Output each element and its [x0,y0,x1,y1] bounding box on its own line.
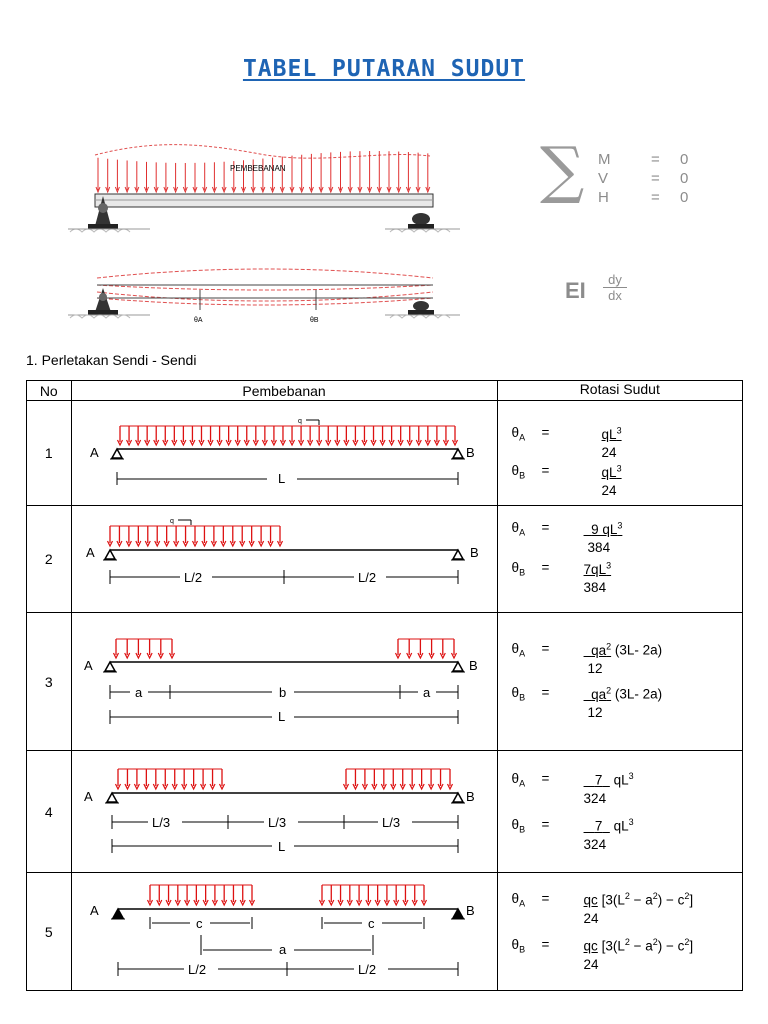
svg-text:L/2: L/2 [357,570,376,585]
svg-text:A: A [85,545,95,560]
svg-text:L: L [277,709,285,724]
table-row [27,613,743,751]
svg-text:B: B [465,445,475,460]
load-arrows [113,639,174,658]
svg-text:L/3: L/3 [267,815,286,830]
rotation-cell: $\theta_A$ = 7 $qL^3$ 324 $\theta_B$ = 7 $qL^3$ 324 [497,751,742,873]
table-row [27,751,743,873]
roller-support-icon [412,213,430,225]
load-arrows [343,769,452,789]
header-load: Pembebanan [71,381,497,401]
row-number: 3 [27,613,72,751]
page-title: TABEL PUTARAN SUDUT [242,56,526,82]
svg-text:B: B [465,903,475,918]
load-diagram [71,613,497,751]
svg-text:L/3: L/3 [151,815,170,830]
row-number: 5 [27,873,72,991]
svg-text:A: A [89,445,99,460]
rotation-cell: $\theta_A$ = qc $[3(L^2 - a^2) - c^2]$ 24 $\theta_B$ = qc $[3(L^2 - a^2) - c^2]$ 24 [497,873,742,991]
header-no: No [27,381,72,401]
svg-text:q: q [297,418,302,425]
load-diagram [71,751,497,873]
load-arrows [115,769,224,789]
svg-text:B: B [465,789,475,804]
equilibrium-equations: ∑ M = 0 V = 0 H = 0 [540,133,689,206]
svg-text:a: a [422,685,430,700]
row-number: 4 [27,751,72,873]
svg-text:B: B [468,658,478,673]
rotation-cell: $\theta_A$ = $qa^2$ (3L- 2a) 12 $\theta_B$ = $qa^2$ (3L- 2a) 12 [497,613,742,751]
svg-text:c: c [195,916,203,931]
rotation-cell: $\theta_A$ = $qL^3$ 24 $\theta_B$ = $qL^3$ 24 [497,401,742,506]
load-diagram [71,401,497,506]
table-header-row [27,381,743,401]
theta-a-label: θA [194,317,203,324]
load-arrows [395,639,456,658]
theta-b-label: θB [310,317,319,324]
svg-text:A: A [83,658,93,673]
load-arrows [319,885,426,905]
rotation-table [26,380,743,991]
svg-text:L/2: L/2 [187,962,206,977]
load-diagram [71,506,497,613]
svg-text:A: A [89,903,99,918]
svg-text:B: B [469,545,479,560]
svg-text:L: L [277,839,285,854]
load-arrows [147,885,254,905]
table-row [27,506,743,613]
svg-text:q: q [169,518,174,525]
svg-text:a: a [134,685,142,700]
svg-text:L/2: L/2 [357,962,376,977]
header-rotation: Rotasi Sudut [497,381,742,401]
svg-text:L/3: L/3 [381,815,400,830]
load-arrows [107,526,282,546]
table-row [27,401,743,506]
load-label: PEMBEBANAN [230,164,286,173]
load-arrows [117,426,457,445]
svg-text:b: b [278,685,286,700]
sigma-icon: ∑ [540,133,585,206]
table-row [27,873,743,991]
svg-text:A: A [83,789,93,804]
rotation-cell: $\theta_A$ = 9 $qL^3$ 384 $\theta_B$ = $7qL^3$ 384 [497,506,742,613]
section-title: 1. Perletakan Sendi - Sendi [26,352,197,368]
svg-text:c: c [367,916,375,931]
row-number: 1 [27,401,72,506]
svg-text:L/2: L/2 [183,570,202,585]
row-number: 2 [27,506,72,613]
svg-text:L: L [277,471,285,486]
svg-text:a: a [278,942,286,957]
beam-illustration-svg [60,140,470,340]
load-diagram [71,873,497,991]
beam-illustration [60,140,470,345]
